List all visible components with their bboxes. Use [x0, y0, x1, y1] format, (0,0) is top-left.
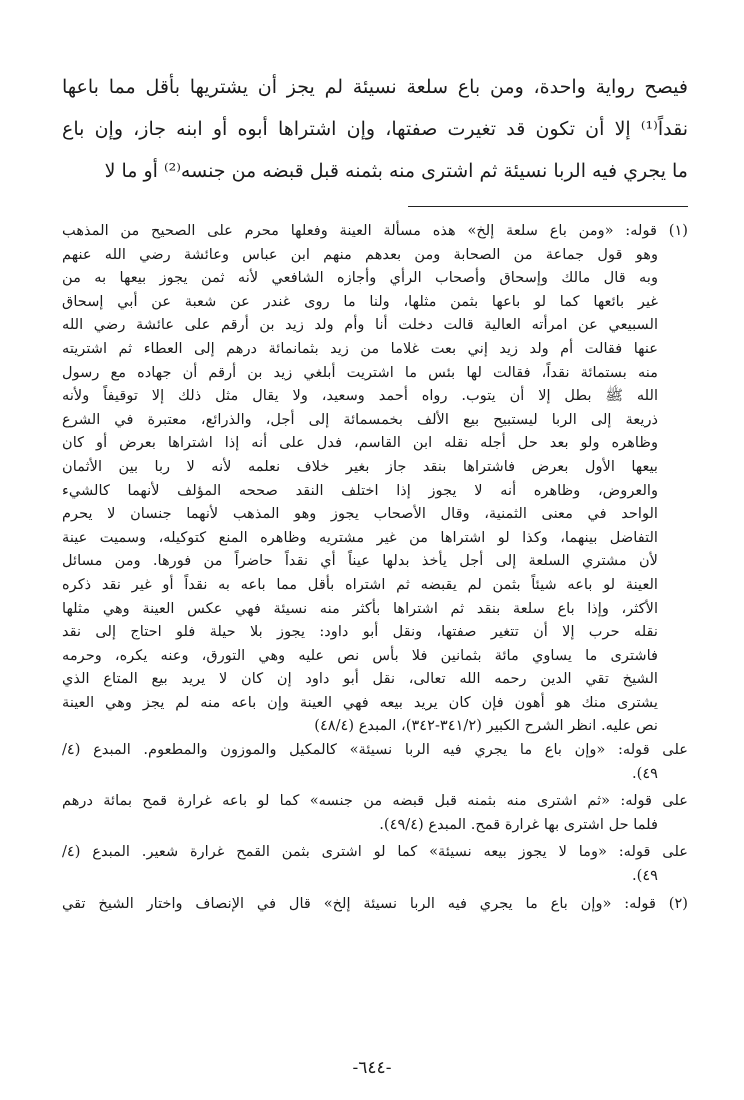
footnote-line: منه بستمائة نقداً، فقالت لها بئس ما اشتريت أبلغي زيد بن أرقم أن جهاده مع رسول — [62, 363, 658, 381]
footnote-line: بيعها الأول بعرض فاشتراها بنقد جاز بغير خلاف نعلمه لأنه لا ربا بين الأثمان — [62, 457, 658, 475]
footnote-divider — [408, 206, 688, 207]
footnote-line: نقله حرب إلا أن تتغير صفتها، ونقل أبو داود: يجوز بلا حيلة فلو احتاج إلى نقد — [62, 623, 658, 641]
footnote-line: (٢) قوله: «وإن باع ما يجري فيه الربا نسيئة إلخ» قال في الإنصاف واختار الشيخ تقي — [62, 894, 688, 912]
footnote-line: وظاهره ولو بعد حل أجله نقله ابن القاسم، فدل على أنه إذا اشتراها بعرض أو كان — [62, 434, 658, 452]
footnote-line: على قوله: «وما لا يجوز بيعه نسيئة» كما لو اشترى بثمن القمح غرارة شعير. المبدع (٤/ — [62, 843, 688, 861]
footnote-line: ٤٩). — [631, 764, 658, 782]
footnote-line: على قوله: «ثم اشترى منه بثمنه قبل قبضه من جنسه» كما لو باعه غرارة قمح بمائة درهم — [62, 792, 688, 810]
footnote-line: فلما حل اشترى بها غرارة قمح. المبدع (٤٩/٤). — [379, 815, 658, 833]
main-text-line: نقداً⁽¹⁾ إلا أن تكون قد تغيرت صفتها، وإن اشتراها أبوه أو ابنه جاز، وإن باع — [62, 118, 688, 140]
page-body — [62, 66, 688, 915]
footnote-line: فاشترى ما يساوي مائة بثمانين فلا بأس نص عليه وهي التورق، وعنه يكره، وحرمه — [62, 646, 658, 664]
footnote-line: (١) قوله: «ومن باع سلعة إلخ» هذه مسألة العينة وفعلها محرم على الصحيح من المذهب — [62, 222, 688, 239]
footnote-line: التفاضل بينهما، وكذا لو اشتراها من غير مشتريه وظاهره المنع كتوكيله، وسميت عينة — [62, 528, 658, 546]
main-text — [62, 66, 688, 192]
main-text-line: ما يجري فيه الربا نسيئة ثم اشترى منه بثمنه قبل قبضه من جنسه⁽²⁾ أو ما لا — [104, 160, 688, 182]
footnote-line: ذريعة إلى الربا ليستبيح بيع الألف بخمسمائة إلى أجل، والذرائع، معتبرة في الشرع — [62, 410, 658, 428]
footnote-line: وبه قال مالك وإسحاق وأصحاب الرأي وأجازه الشافعي لأنه ثمن يجوز بيعها به من — [62, 269, 658, 287]
footnote-line: يشترى منك هو أهون فإن كان يريد بيعه فهي العينة وإن باعه منه لم يجز وهي العينة — [62, 693, 658, 711]
footnote-line: وهو قول جماعة من الصحابة ومن بعدهم منهم ابن عباس وعائشة رضي الله عنهم — [62, 245, 658, 263]
footnote-line: السبيعي عن امرأته العالية قالت دخلت أنا وأم ولد زيد بن أرقم على عائشة رضي الله — [62, 316, 658, 334]
footnote-line: لأن مشتري السلعة إلى أجل يأخذ بدلها عيناً أي نقداً حاضراً من فورها. ومن مسائل — [62, 552, 658, 570]
footnote-line: ٤٩). — [631, 867, 658, 885]
footnote-line: نص عليه. انظر الشرح الكبير (٣٤١/٢-٣٤٢)، المبدع (٤٨/٤) — [314, 717, 658, 735]
footnote-line: الواحد في معنى الثمنية، وقال الأصحاب يجوز وهو المذهب لأنهما جنسان لا يحرم — [62, 505, 658, 523]
main-text-line: فيصح رواية واحدة، ومن باع سلعة نسيئة لم يجز أن يشتريها بأقل مما باعها — [62, 76, 688, 98]
footnote-line: على قوله: «وإن باع ما يجري فيه الربا نسيئة» كالمكيل والموزون والمطعوم. المبدع (٤/ — [62, 741, 688, 759]
footnote-line: الأكثر، وإذا باع سلعة بنقد ثم اشتراها بأكثر منه نسيئة فهي عكس العينة وهي مثلها — [62, 599, 658, 617]
footnote-line: العينة لو باعه شيئاً بثمن لم يقبضه ثم اشتراه بأقل مما باعه به نقداً أو غير نقد ذكره — [62, 575, 658, 593]
footnote-line: والعروض، وظاهره أنه لا يجوز إذا اختلف النقد صححه المؤلف لأنهما كالشيء — [62, 481, 658, 499]
page-number: -٦٤٤- — [352, 1058, 392, 1078]
footnote-line: عنها فقالت أم ولد زيد إني بعت غلاما من زيد بثمانمائة درهم إلى العطاء ثم اشتريته — [62, 339, 658, 357]
footnotes — [62, 219, 688, 915]
footnote-line: غير بائعها كما لو باعها بثمن مثلها، ولنا ما روى غندر عن شعبة عن أبي إسحاق — [62, 292, 658, 310]
footnote-line: الله ﷺ بطل إلا أن يتوب. رواه أحمد وسعيد، ولا يقال مثل ذلك إلا توقيفاً ولأنه — [62, 387, 658, 405]
footnote-line: الشيخ تقي الدين رحمه الله تعالى، نقل أبو داود إن كان لا يريد بيع المتاع الذي — [62, 670, 658, 688]
